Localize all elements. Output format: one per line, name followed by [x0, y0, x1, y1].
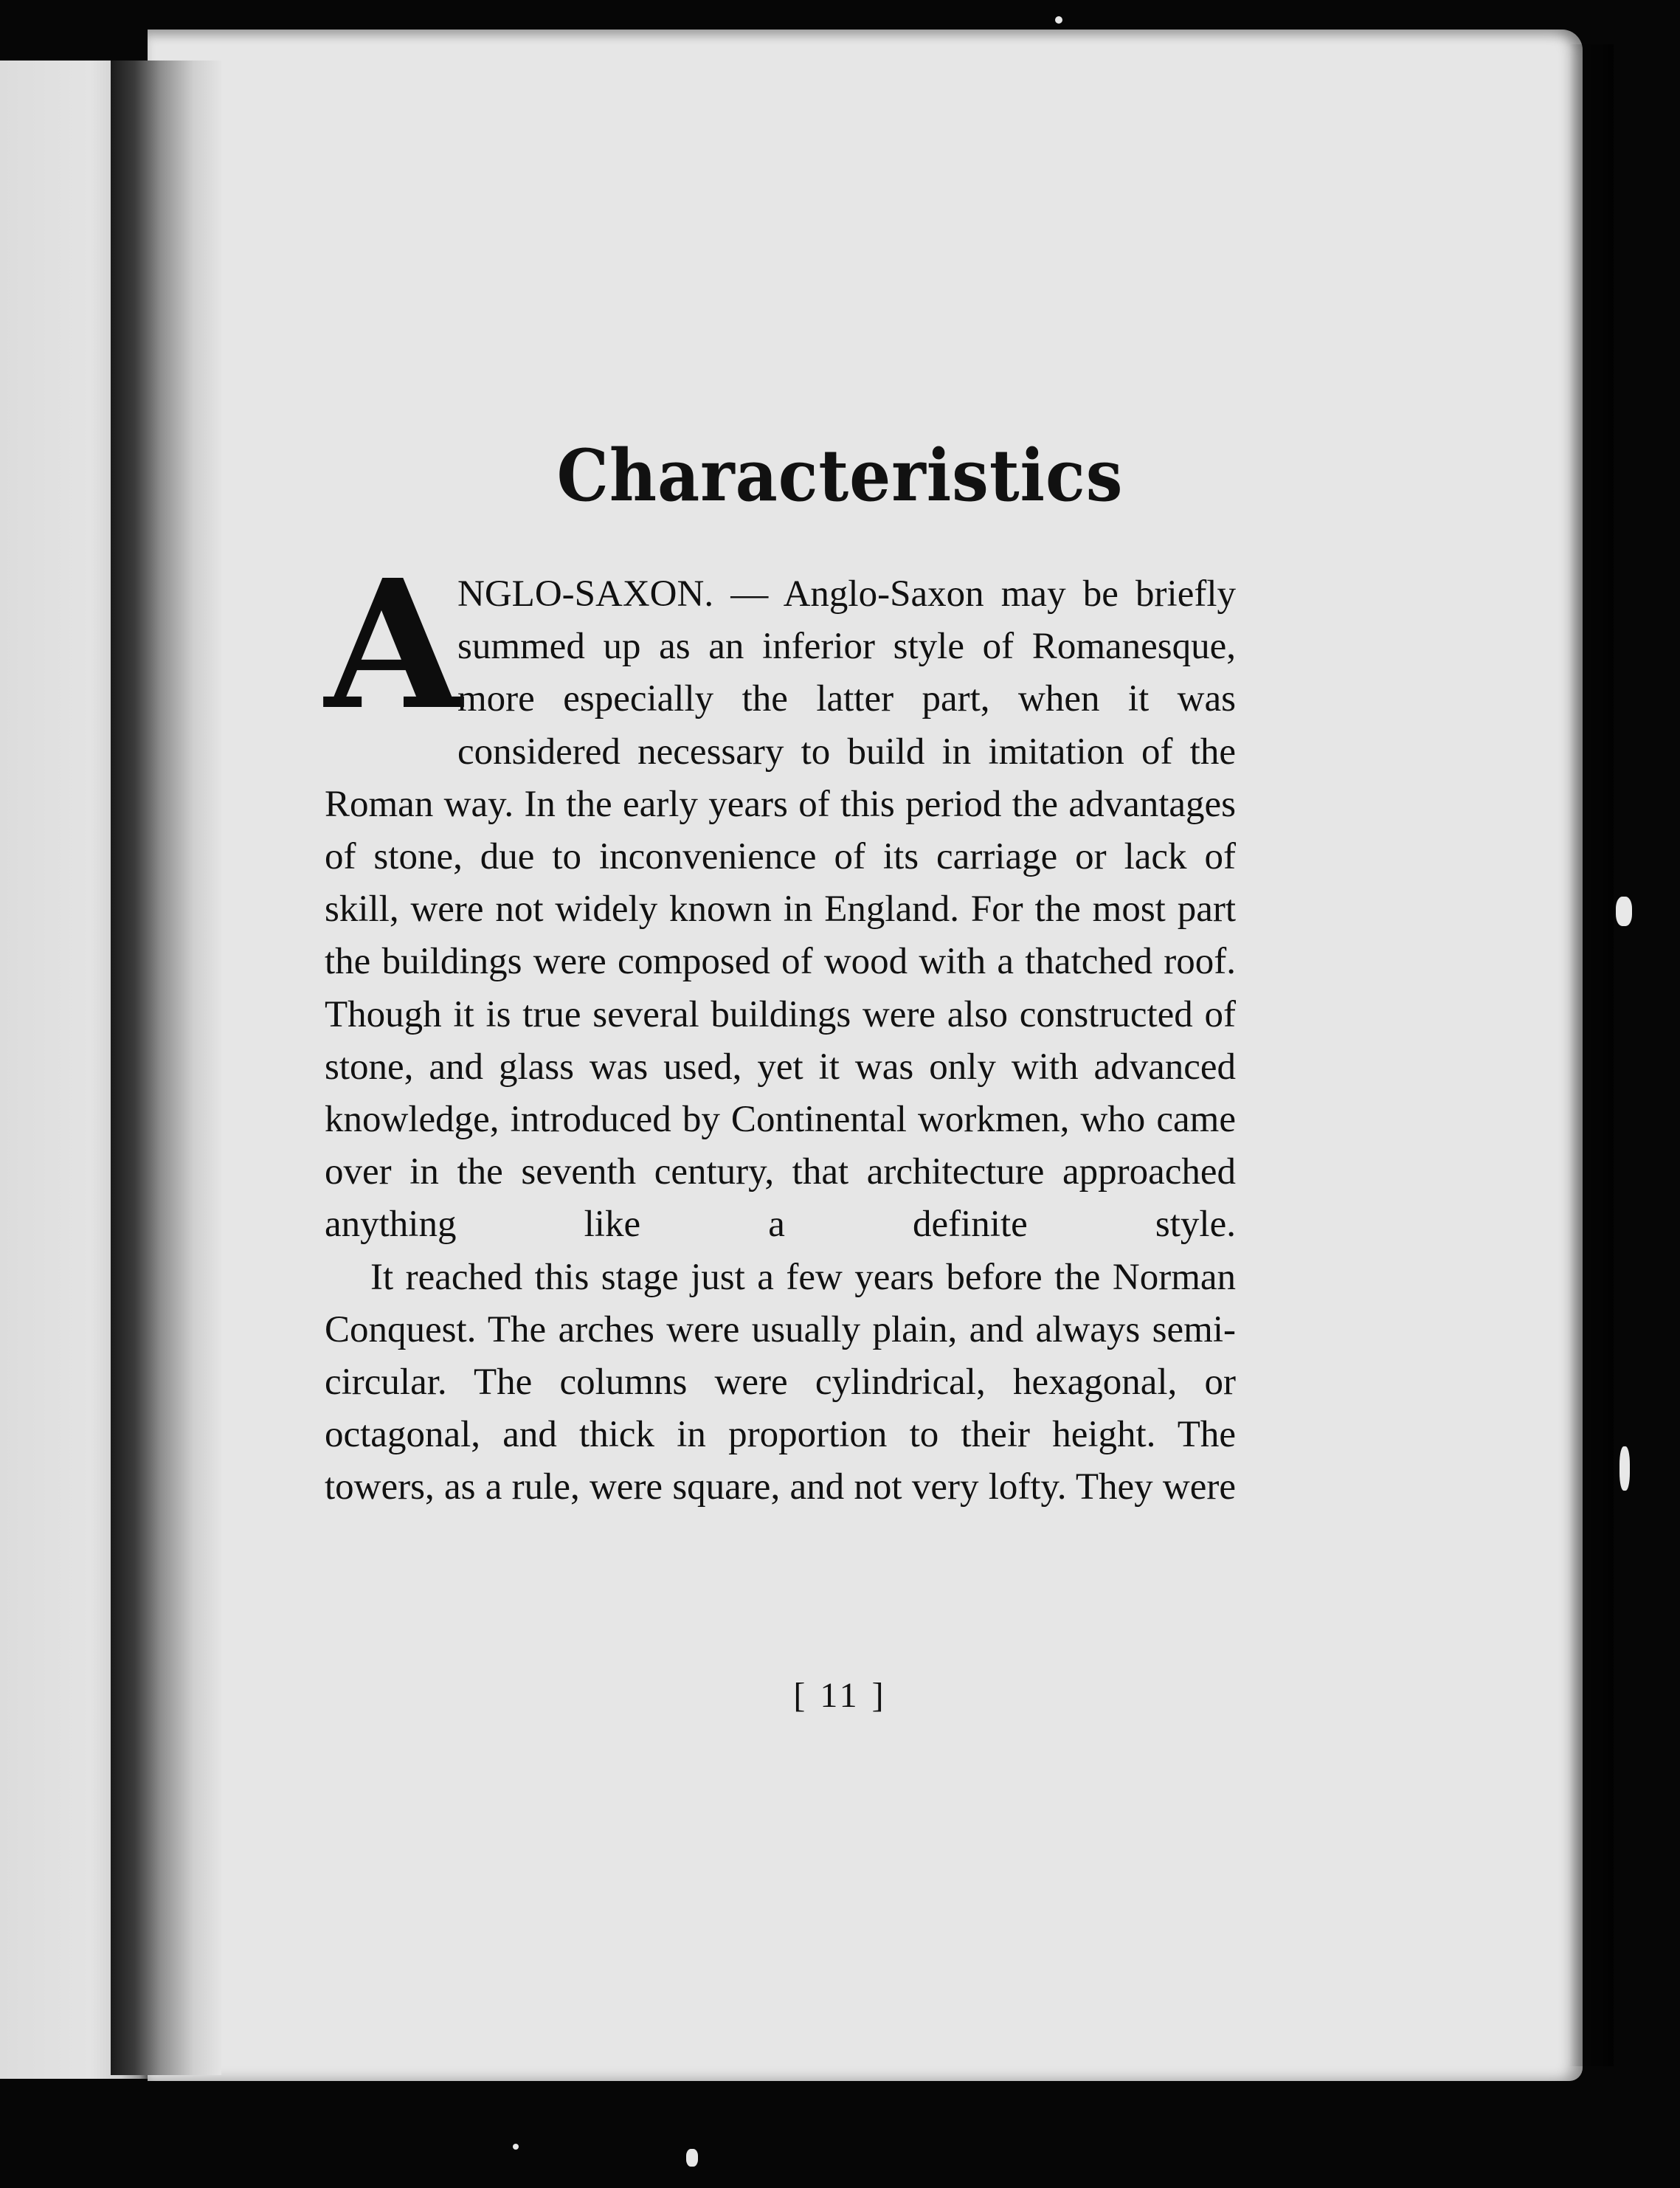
page-right-edge — [1569, 44, 1614, 2066]
body-text — [325, 541, 1236, 1514]
paragraph-1-text: NGLO-SAXON. — Anglo-Saxon may be briefly summed up as an inferior style of Romanesque, more especially the latter part, when it was considered necessary to build in imitation of the Roman way. In the early years of this period the advantages of stone, due to inconvenience of its carriage or lack of skill, were not widely known in England. For the most part the buildings were composed of wood with a thatched roof. Though it is true several buildings were also constructed of stone, and glass was used, yet it was only with advanced knowledge, introduced by Continental workmen, who came over in the seventh century, that architecture approached anything like a definite style. — [325, 573, 1236, 1246]
page-title: Characteristics — [556, 434, 1124, 517]
page-number: [ 11 ] — [793, 1676, 887, 1715]
paragraph-norman — [325, 1252, 1236, 1514]
scan-speck — [1616, 897, 1632, 926]
scan-speck — [513, 2144, 519, 2150]
drop-cap: A — [325, 541, 463, 749]
scan-speck — [686, 2149, 698, 2167]
paragraph-2-text: It reached this stage just a few years before the Norman Conquest. The arches were usually plain, and always semi-circular. The columns were cylindrical, hexagonal, or octagonal, and thick in proportion to their height. The towers, as a rule, were square, and not very lofty. They were — [325, 1256, 1236, 1508]
paragraph-anglo-saxon — [325, 541, 1236, 1252]
scan-speck — [1619, 1446, 1630, 1491]
scan-speck — [1055, 16, 1062, 24]
page-gutter-shadow — [111, 61, 221, 2075]
